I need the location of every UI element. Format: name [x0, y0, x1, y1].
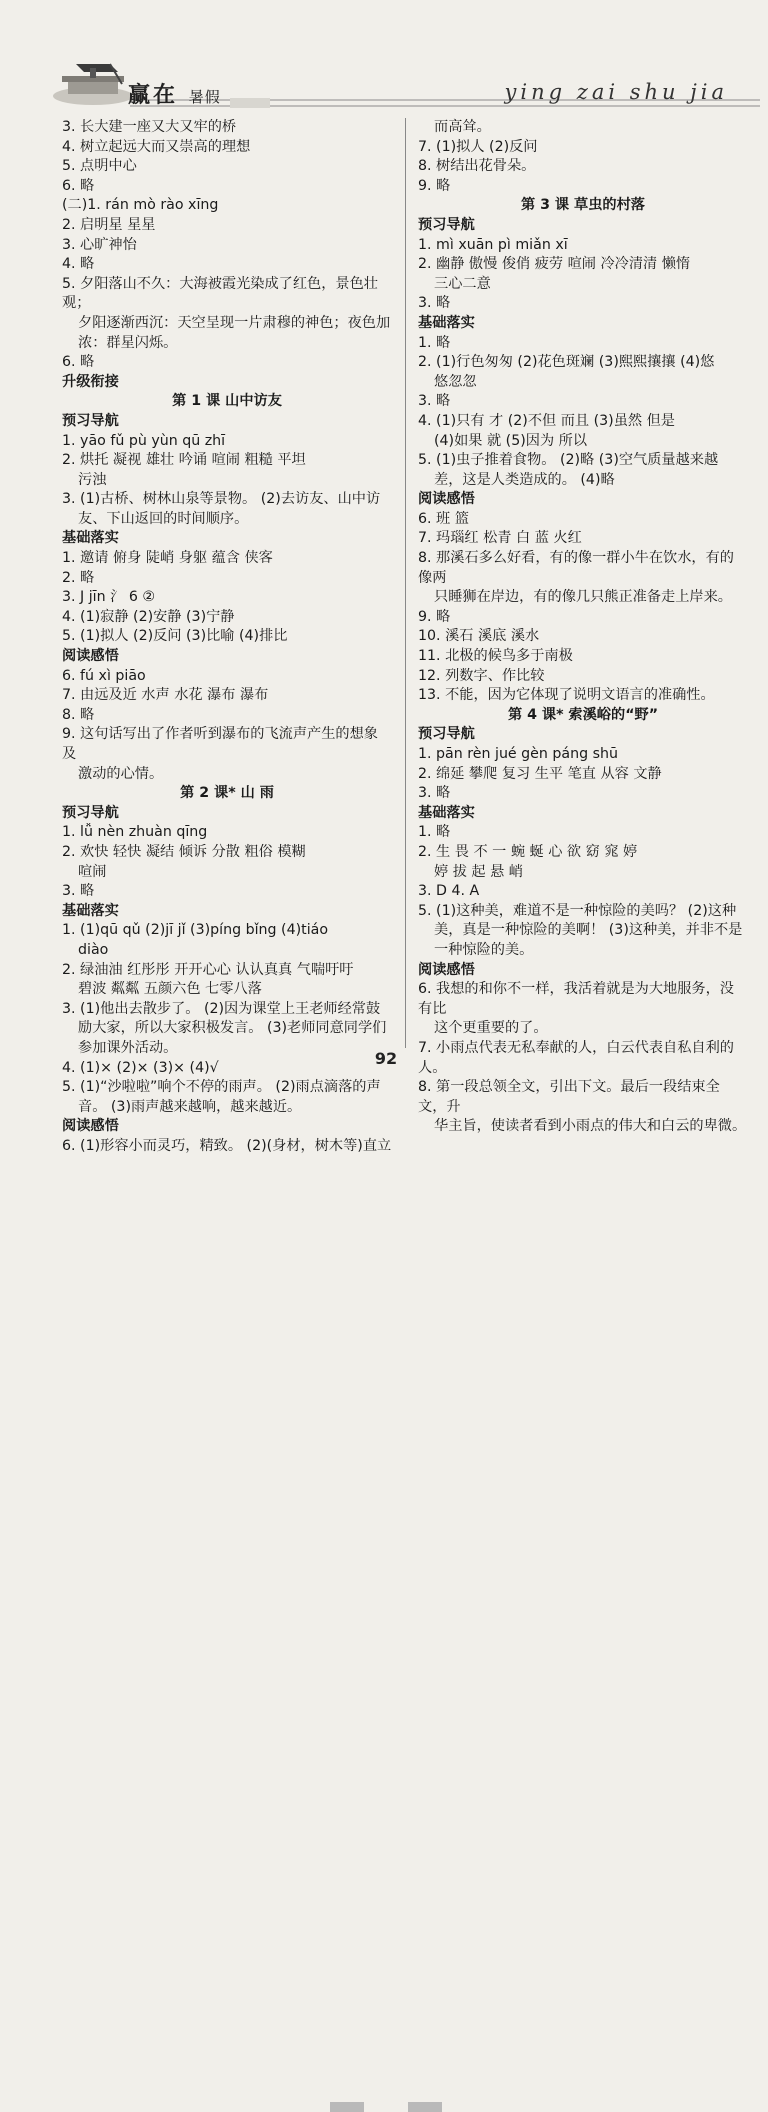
page-number: 92 [374, 1049, 398, 1068]
answer-line: 三心二意 [434, 275, 491, 292]
answer-line: (二)1. rán mò rào xīng [62, 197, 219, 214]
answer-line: 4. 树立起远大而又崇高的理想 [62, 138, 251, 155]
answer-line: 7. 玛瑙红 松青 白 蓝 火红 [418, 530, 582, 547]
graduation-cap-logo-icon [48, 50, 138, 110]
answer-line: 7. 小雨点代表无私奉献的人，白云代表自私自利的人。 [418, 1039, 734, 1076]
answer-line: 喧闹 [78, 863, 107, 880]
answer-line: 3. J jīn ⺡ 6 ② [62, 589, 156, 606]
answer-line: 1. 略 [418, 824, 451, 841]
answer-line: 3. 略 [418, 785, 451, 802]
lesson-title: 第 4 课* 索溪峪的“野” [507, 706, 659, 723]
answer-line: 6. (1)形容小而灵巧，精致。 (2)(身材，树木等)直立 [62, 1137, 392, 1154]
answer-line: 一种惊险的美。 [434, 941, 534, 958]
answer-line: 6. 略 [62, 177, 95, 194]
answer-line: 2. 欢快 轻快 凝结 倾诉 分散 粗俗 模糊 [62, 843, 306, 860]
answer-line: 8. 第一段总领全文，引出下文。最后一段结束全文，升 [418, 1079, 720, 1115]
answer-line: 污浊 [78, 471, 107, 488]
answer-line: 3. 略 [418, 295, 451, 312]
answer-line: 4. 略 [62, 256, 95, 273]
answer-line: 4. (1)寂静 (2)安静 (3)宁静 [62, 608, 235, 625]
lesson-title: 第 1 课 山中访友 [172, 393, 282, 410]
answer-line: 1. 略 [418, 334, 451, 351]
answer-line: 3. (1)他出去散步了。 (2)因为课堂上王老师经常鼓 [62, 1000, 381, 1017]
answer-line: 4. (1)只有 才 (2)不但 而且 (3)虽然 但是 [418, 412, 675, 429]
answer-line: 2. 绵延 攀爬 复习 生平 笔直 从容 文静 [418, 765, 662, 782]
answer-line: (4)如果 就 (5)因为 所以 [434, 432, 588, 449]
answer-line: 友、下山返回的时间顺序。 [78, 510, 249, 527]
header-subtitle: 暑假 [188, 88, 221, 106]
left-column [62, 118, 392, 1156]
answer-line: 3. (1)古桥、树林山泉等景物。 (2)去访友、山中访 [62, 491, 381, 508]
answer-line: 华主旨，使读者看到小雨点的伟大和白云的卑微。 [434, 1118, 747, 1135]
answer-line: 浓：群星闪烁。 [78, 334, 178, 351]
answer-line: 3. 心旷神怡 [62, 236, 137, 253]
answer-line: 这个更重要的了。 [434, 1020, 548, 1037]
answer-line: 9. 略 [418, 177, 451, 194]
header-title-main: 赢在 [128, 82, 179, 108]
section-heading: 预习导航 [418, 216, 475, 233]
answer-line: 5. (1)“沙啦啦”响个不停的雨声。 (2)雨点滴落的声 [62, 1079, 381, 1096]
answer-line: 美，真是一种惊险的美啊！ (3)这种美，并非不是 [434, 922, 743, 939]
section-heading: 基础落实 [62, 902, 119, 919]
answer-line: 7. (1)拟人 (2)反问 [418, 138, 538, 155]
answer-line: 悠忽忽 [434, 373, 477, 390]
answer-line: 4. (1)× (2)× (3)× (4)√ [62, 1059, 219, 1076]
answer-line: 6. 我想的和你不一样，我活着就是为大地服务，没有比 [418, 981, 734, 1017]
section-heading: 基础落实 [62, 530, 119, 547]
answer-line: 10. 溪石 溪底 溪水 [418, 628, 540, 645]
answer-line: 1. lǚ nèn zhuàn qīng [62, 824, 208, 841]
answer-line: 5. 夕阳落山不久：大海被霞光染成了红色，景色壮观； [62, 275, 378, 312]
answer-line: 11. 北极的候鸟多于南极 [418, 648, 573, 665]
footer-bar [330, 2102, 364, 2112]
answer-line: 音。 (3)雨声越来越响，越来越近。 [78, 1098, 302, 1115]
header-script: ying zai shu jia [504, 80, 728, 104]
answer-line: 9. 这句话写出了作者听到瀑布的飞流声产生的想象及 [62, 726, 378, 762]
answer-line: 8. 树结出花骨朵。 [418, 158, 536, 175]
answer-line: 碧波 粼粼 五颜六色 七零八落 [78, 981, 262, 998]
footer-bar [408, 2102, 442, 2112]
answer-line: 2. 烘托 凝视 雄壮 吟诵 喧闹 粗糙 平坦 [62, 452, 306, 469]
answer-line: 8. 略 [62, 706, 95, 723]
answer-line: 2. 略 [62, 569, 95, 586]
answer-line: 9. 略 [418, 608, 451, 625]
answer-line: 2. 启明星 星星 [62, 216, 156, 233]
header-title [128, 78, 221, 109]
section-heading: 阅读感悟 [418, 491, 475, 508]
answer-line: 5. (1)虫子推着食物。 (2)略 (3)空气质量越来越 [418, 452, 719, 469]
answer-line: 3. D 4. A [418, 883, 480, 900]
answer-line: 励大家，所以大家积极发言。 (3)老师同意同学们 [78, 1020, 387, 1037]
answer-line: 2. 生 畏 不 一 蜿 蜒 心 欲 窈 窕 婷 [418, 843, 638, 860]
section-heading: 基础落实 [418, 314, 475, 331]
answer-line: 3. 略 [62, 883, 95, 900]
answer-line: 2. 绿油油 红彤彤 开开心心 认认真真 气喘吁吁 [62, 961, 354, 978]
answer-line: 7. 由远及近 水声 水花 瀑布 瀑布 [62, 687, 269, 704]
answer-line: 婷 拔 起 悬 峭 [434, 863, 523, 880]
answer-line: 8. 那溪石多么好看，有的像一群小牛在饮水，有的像两 [418, 550, 734, 586]
answer-line: 夕阳逐渐西沉：天空呈现一片肃穆的神色；夜色加 [78, 314, 391, 331]
section-heading: 升级衔接 [62, 373, 119, 390]
lesson-title: 第 3 课 草虫的村落 [520, 197, 645, 214]
answer-line: 3. 略 [418, 393, 451, 410]
answer-line: 差，这是人类造成的。 (4)略 [434, 471, 615, 488]
section-heading: 阅读感悟 [62, 648, 119, 665]
answer-line: 激动的心情。 [78, 765, 164, 782]
answer-line: 5. (1)拟人 (2)反问 (3)比喻 (4)排比 [62, 628, 288, 645]
answer-line: 1. pān rèn jué gèn páng shū [418, 746, 618, 762]
answer-line: 6. 班 篮 [418, 510, 469, 527]
section-heading: 阅读感悟 [418, 961, 475, 978]
section-heading: 阅读感悟 [62, 1118, 119, 1135]
answer-line: 12. 列数字、作比较 [418, 667, 545, 684]
answer-line: 而高耸。 [434, 119, 491, 135]
right-column [418, 118, 748, 1137]
section-heading: 基础落实 [418, 804, 475, 821]
answer-line: 1. 邀请 俯身 陡峭 身躯 蕴含 侠客 [62, 550, 273, 567]
answer-line: 2. (1)行色匆匆 (2)花色斑斓 (3)熙熙攘攘 (4)悠 [418, 354, 715, 371]
answer-line: 5. 点明中心 [62, 158, 137, 175]
answer-line: 只睡狮在岸边，有的像几只熊正准备走上岸来。 [434, 589, 732, 606]
column-divider [405, 118, 406, 1048]
section-heading: 预习导航 [62, 412, 119, 429]
section-heading: 预习导航 [62, 804, 119, 821]
answer-line: 13. 不能，因为它体现了说明文语言的准确性。 [418, 687, 715, 704]
answer-line: 5. (1)这种美，难道不是一种惊险的美吗？ (2)这种 [418, 902, 737, 919]
section-heading: 预习导航 [418, 726, 475, 743]
page-header [0, 0, 768, 120]
answer-line: 参加课外活动。 [78, 1039, 178, 1056]
lesson-title: 第 2 课* 山 雨 [180, 785, 274, 802]
answer-line: 6. 略 [62, 354, 95, 371]
answer-line: 1. (1)qū qǔ (2)jī jǐ (3)píng bǐng (4)tiáo [62, 922, 329, 939]
answer-line: 2. 幽静 傲慢 俊俏 疲劳 喧闹 冷冷清清 懒惰 [418, 256, 691, 273]
answer-line: 1. yāo fǔ pù yùn qū zhī [62, 432, 226, 449]
answer-line: 1. mì xuān pì miǎn xī [418, 236, 568, 253]
answer-line: diào [78, 941, 109, 958]
answer-line: 6. fú xì piāo [62, 667, 146, 684]
answer-line: 3. 长大建一座又大又牢的桥 [62, 119, 237, 135]
